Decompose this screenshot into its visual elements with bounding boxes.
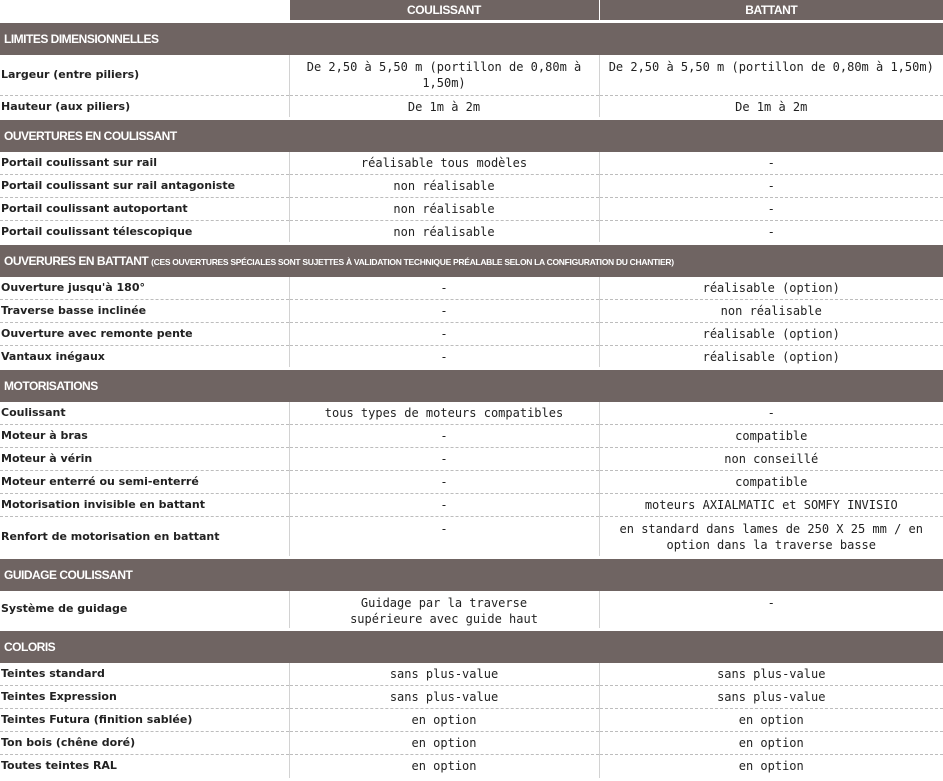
table-row	[0, 402, 943, 425]
row-label: Moteur enterré ou semi-enterré	[0, 471, 289, 494]
row-label: Ouverture avec remonte pente	[0, 323, 289, 346]
section-title: GUIDAGE COULISSANT	[0, 558, 943, 591]
table-row	[0, 300, 943, 323]
cell-battant: réalisable (option)	[599, 277, 943, 300]
row-label: Traverse basse inclinée	[0, 300, 289, 323]
cell-battant: -	[599, 152, 943, 175]
table-row	[0, 346, 943, 369]
cell-coulissant: sans plus-value	[289, 686, 599, 709]
section-note: (CES OUVERTURES SPÉCIALES SONT SUJETTES À VALIDATION TECHNIQUE PRÉALABLE SELON LA CONFIGURATION DU CHANTIER)	[151, 256, 674, 267]
row-label: Système de guidage	[1, 602, 128, 616]
section-title: MOTORISATIONS	[0, 369, 943, 402]
cell-coulissant: sans plus-value	[289, 663, 599, 686]
table-row	[0, 96, 943, 119]
table-row	[0, 175, 943, 198]
section-header	[0, 369, 943, 402]
cell-battant: -	[599, 402, 943, 425]
section-header	[0, 22, 943, 55]
cell-coulissant: -	[289, 323, 599, 346]
section-header	[0, 630, 943, 663]
cell-battant: non conseillé	[599, 448, 943, 471]
row-label: Moteur à vérin	[0, 448, 289, 471]
table-row	[0, 732, 943, 755]
cell-coulissant: non réalisable	[289, 175, 599, 198]
column-header-coulissant: COULISSANT	[289, 0, 599, 22]
cell-battant: sans plus-value	[599, 663, 943, 686]
row-label: Hauteur (aux piliers)	[1, 99, 131, 113]
cell-coulissant: -	[289, 471, 599, 494]
row-label: Renfort de motorisation en battant	[1, 529, 220, 543]
cell-coulissant: en option	[289, 709, 599, 732]
column-header-battant: BATTANT	[599, 0, 943, 22]
cell-battant: réalisable (option)	[599, 323, 943, 346]
section-header	[0, 244, 943, 277]
column-header-empty	[0, 0, 289, 22]
table-row	[0, 591, 943, 630]
cell-coulissant: -	[289, 300, 599, 323]
section-title: LIMITES DIMENSIONNELLES	[0, 22, 943, 55]
row-label: Vantaux inégaux	[1, 349, 105, 363]
row-label: Largeur (entre piliers)	[0, 55, 289, 96]
row-label: Portail coulissant sur rail antagoniste	[0, 175, 289, 198]
table-row	[0, 425, 943, 448]
table-row	[0, 494, 943, 517]
table-row	[0, 663, 943, 686]
cell-battant: -	[599, 221, 943, 244]
section-title: OUVERTURES EN COULISSANT	[0, 119, 943, 152]
column-header-row	[0, 0, 943, 22]
cell-coulissant: en option	[289, 732, 599, 755]
section-header	[0, 119, 943, 152]
cell-battant: compatible	[599, 471, 943, 494]
row-label: Teintes standard	[0, 663, 289, 686]
table-row	[0, 55, 943, 96]
cell-coulissant: non réalisable	[289, 198, 599, 221]
section-title: OUVERURES EN BATTANT	[4, 253, 149, 268]
row-label: Portail coulissant autoportant	[0, 198, 289, 221]
row-label: Ouverture jusqu'à 180°	[0, 277, 289, 300]
row-label: Portail coulissant sur rail	[0, 152, 289, 175]
table-row	[0, 221, 943, 244]
row-label: Motorisation invisible en battant	[0, 494, 289, 517]
cell-coulissant: réalisable tous modèles	[289, 152, 599, 175]
cell-coulissant: -	[289, 277, 599, 300]
row-label: Moteur à bras	[0, 425, 289, 448]
table-row	[0, 448, 943, 471]
cell-battant: compatible	[599, 425, 943, 448]
row-label: Teintes Expression	[0, 686, 289, 709]
cell-battant: -	[599, 175, 943, 198]
table-row	[0, 198, 943, 221]
row-label: Coulissant	[0, 402, 289, 425]
cell-coulissant: -	[289, 448, 599, 471]
row-label: Toutes teintes RAL	[1, 759, 117, 773]
table-row	[0, 517, 943, 558]
table-row	[0, 277, 943, 300]
cell-battant: -	[599, 591, 943, 630]
cell-coulissant: Guidage par la traverse supérieure avec guide haut	[289, 591, 599, 630]
row-label: Teintes Futura (finition sablée)	[0, 709, 289, 732]
cell-coulissant: -	[289, 517, 599, 558]
table-row	[0, 709, 943, 732]
section-title-cell	[0, 244, 943, 277]
cell-coulissant: non réalisable	[289, 221, 599, 244]
cell-coulissant: en option	[289, 755, 599, 778]
cell-coulissant: -	[289, 425, 599, 448]
row-label: Portail coulissant télescopique	[1, 224, 193, 238]
cell-battant: -	[599, 198, 943, 221]
cell-battant: en option	[599, 709, 943, 732]
cell-battant: moteurs AXIALMATIC et SOMFY INVISIO	[599, 494, 943, 517]
cell-coulissant: -	[289, 494, 599, 517]
cell-battant: réalisable (option)	[599, 346, 943, 369]
cell-coulissant: tous types de moteurs compatibles	[289, 402, 599, 425]
row-label: Ton bois (chêne doré)	[0, 732, 289, 755]
cell-battant: en standard dans lames de 250 X 25 mm / en option dans la traverse basse	[599, 517, 943, 558]
table-row	[0, 471, 943, 494]
table-row	[0, 152, 943, 175]
cell-battant: en option	[599, 732, 943, 755]
cell-coulissant: De 1m à 2m	[289, 96, 599, 119]
table-row	[0, 323, 943, 346]
cell-coulissant: De 2,50 à 5,50 m (portillon de 0,80m à 1,50m)	[289, 55, 599, 96]
section-title: COLORIS	[0, 630, 943, 663]
table-row	[0, 686, 943, 709]
section-header	[0, 558, 943, 591]
cell-battant: non réalisable	[599, 300, 943, 323]
cell-battant: en option	[599, 755, 943, 778]
cell-battant: De 1m à 2m	[599, 96, 943, 119]
cell-coulissant: -	[289, 346, 599, 369]
cell-battant: sans plus-value	[599, 686, 943, 709]
cell-battant: De 2,50 à 5,50 m (portillon de 0,80m à 1,50m)	[599, 55, 943, 96]
table-row	[0, 755, 943, 778]
